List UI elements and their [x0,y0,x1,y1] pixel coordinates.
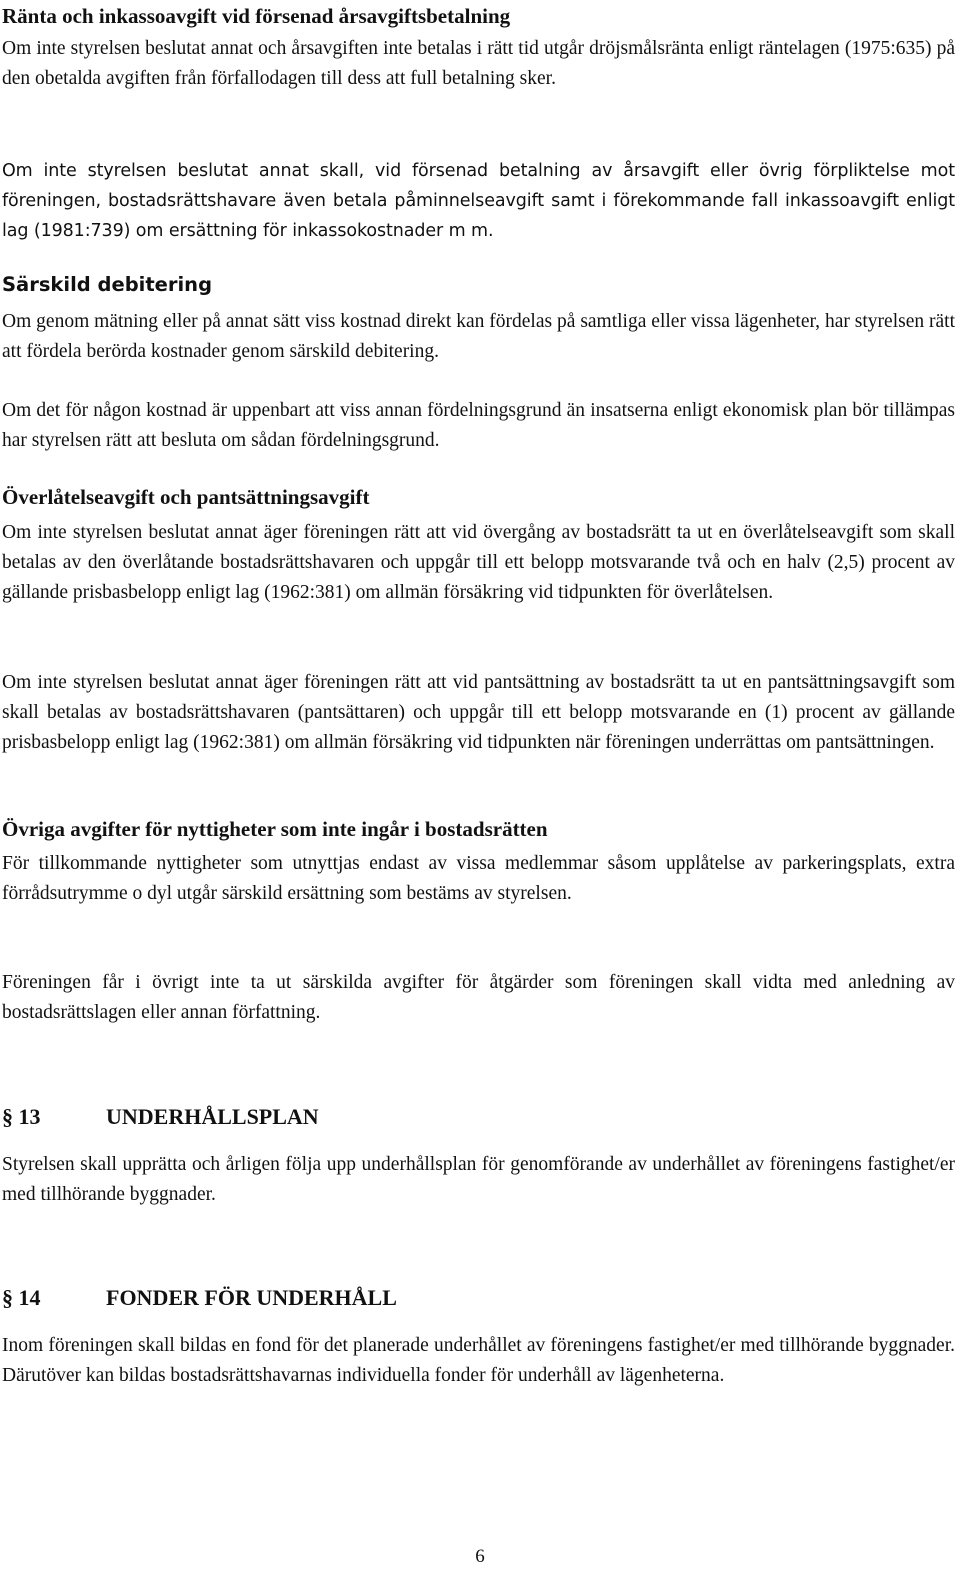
heading-special-debiting: Särskild debitering [2,273,213,296]
paragraph-no-other-fees: Föreningen får i övrigt inte ta ut särskilda avgifter för åtgärder som föreningen skall vidta med anledning av bostadsrättslagen eller annan författning. [2,972,955,1023]
paragraph-allocation-basis: Om det för någon kostnad är uppenbart att viss annan fördelningsgrund än insatserna enligt ekonomisk plan bör tillämpas har styrelsen rätt att besluta om sådan fördelningsgrund. [2,400,955,451]
paragraph-additional-utilities: För tillkommande nyttigheter som utnyttjas endast av vissa medlemmar såsom upplåtelse av parkeringsplats, extra förrådsutrymme o dyl utgår särskild ersättning som bestäms av styrelsen. [2,853,955,904]
paragraph-special-debiting: Om genom mätning eller på annat sätt viss kostnad direkt kan fördelas på samtliga eller vissa lägenheter, har styrelsen rätt att fördela berörda kostnader genom särskild debitering. [2,311,955,362]
section-title: UNDERHÅLLSPLAN [106,1104,319,1130]
page-number: 6 [475,1546,485,1567]
paragraph-late-payment-interest: Om inte styrelsen beslutat annat och årsavgiften inte betalas i rätt tid utgår dröjsmålsränta enligt räntelagen (1975:635) på den obetalda avgiften från förfallodagen till dess att full betalning sker. [2,38,955,89]
section-number: § 13 [2,1104,41,1130]
section-title: FONDER FÖR UNDERHÅLL [106,1285,397,1311]
paragraph-pledge-fee: Om inte styrelsen beslutat annat äger föreningen rätt att vid pantsättning av bostadsrätt ta ut en pantsättningsavgift som skall betalas av bostadsrättshavaren (pantsättaren) och uppgår till ett belopp motsvarande en (1) procent av gällande prisbasbelopp enligt lag (1962:381) om allmän försäkring vid tidpunkten när föreningen underrättas om pantsättningen. [2,672,955,753]
heading-other-fees: Övriga avgifter för nyttigheter som inte ingår i bostadsrätten [2,817,548,841]
section-number: § 14 [2,1285,41,1311]
heading-interest-and-collection-fee: Ränta och inkassoavgift vid försenad årsavgiftsbetalning [2,4,511,28]
heading-transfer-and-pledge-fee: Överlåtelseavgift och pantsättningsavgift [2,485,370,509]
paragraph-maintenance-plan: Styrelsen skall upprätta och årligen följa upp underhållsplan för genomförande av underhållet av föreningens fastighet/er med tillhörande byggnader. [2,1154,955,1205]
section-heading-14 [2,1285,397,1311]
paragraph-maintenance-fund: Inom föreningen skall bildas en fond för det planerade underhållet av föreningens fastighet/er med tillhörande byggnader. Därutöver kan bildas bostadsrättshavarnas individuella fonder för underhåll av lägenheterna. [2,1335,955,1386]
paragraph-reminder-fee: Om inte styrelsen beslutat annat skall, vid försenad betalning av årsavgift eller övrig förpliktelse mot föreningen, bostadsrättshavare även betala påminnelseavgift samt i förekommande fall inkassoavgift enligt lag (1981:739) om ersättning för inkassokostnader m m. [2,161,955,241]
paragraph-transfer-fee: Om inte styrelsen beslutat annat äger föreningen rätt att vid övergång av bostadsrätt ta ut en överlåtelseavgift som skall betalas av den överlåtande bostadsrättshavaren och uppgår till ett belopp motsvarande två och en halv (2,5) procent av gällande prisbasbelopp enligt lag (1962:381) om allmän försäkring vid tidpunkten för överlåtelsen. [2,522,955,603]
section-heading-13 [2,1104,319,1130]
